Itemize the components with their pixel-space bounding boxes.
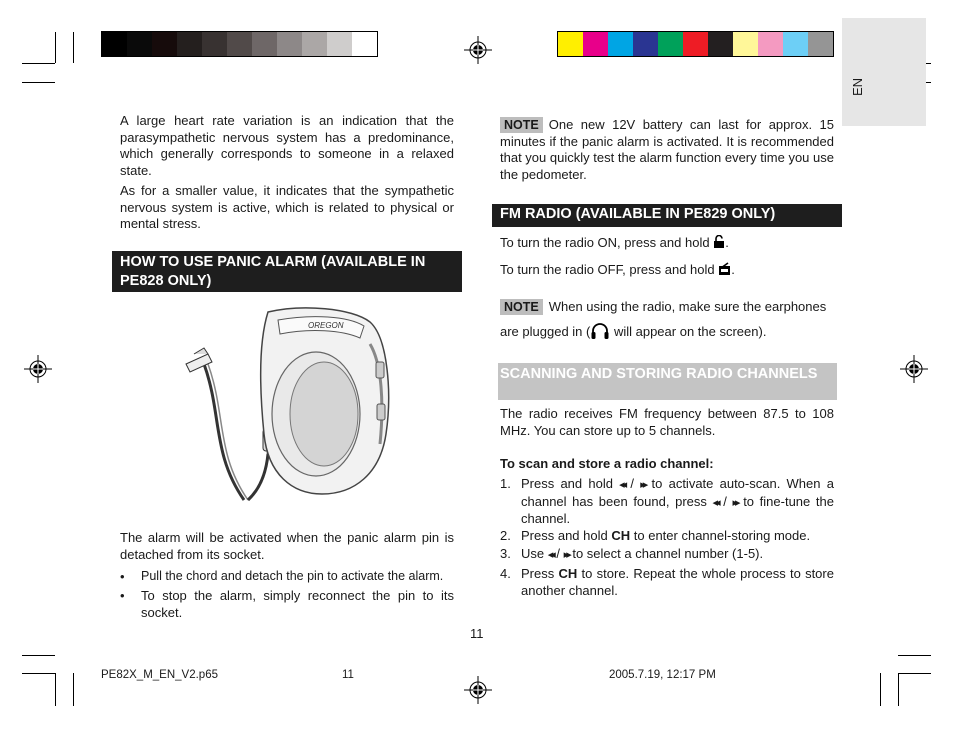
scan-subheading: To scan and store a radio channel: bbox=[500, 456, 714, 471]
note-battery-text: One new 12V battery can last for approx. 15 minutes if the panic alarm is activated. It is recommended that you quickly test the alarm function every time you use the pedometer. bbox=[500, 117, 834, 182]
grayscale-swatch bbox=[127, 32, 152, 56]
step-text-part: to fine-tune the channel. bbox=[521, 493, 834, 526]
note-label: NOTE bbox=[500, 117, 543, 133]
registration-mark-icon bbox=[24, 355, 52, 383]
radio-off-text: To turn the radio OFF, press and hold bbox=[500, 262, 715, 277]
step-text bbox=[521, 476, 834, 528]
note-earphones bbox=[500, 299, 840, 316]
radio-on-text: To turn the radio ON, press and hold bbox=[500, 235, 710, 250]
ch-key: CH bbox=[611, 528, 631, 543]
panic-alarm-heading: HOW TO USE PANIC ALARM (AVAILABLE IN PE828 ONLY) bbox=[112, 251, 462, 292]
grayscale-swatch-bar bbox=[101, 31, 378, 57]
list-item bbox=[120, 568, 454, 586]
fast-forward-icon: ▸▸ bbox=[640, 479, 646, 491]
grayscale-swatch bbox=[277, 32, 302, 56]
list-item bbox=[500, 546, 834, 564]
note-battery bbox=[500, 117, 834, 183]
bullet-text: Pull the chord and detach the pin to activate the alarm. bbox=[141, 569, 444, 583]
grayscale-swatch bbox=[152, 32, 177, 56]
color-swatch bbox=[758, 32, 783, 56]
color-swatch bbox=[558, 32, 583, 56]
lock-icon bbox=[718, 262, 731, 275]
color-swatch bbox=[708, 32, 733, 56]
step-text bbox=[521, 528, 834, 545]
page-number: 11 bbox=[470, 626, 484, 641]
grayscale-swatch bbox=[352, 32, 377, 56]
step-number: 4. bbox=[500, 566, 511, 581]
scanning-heading: SCANNING AND STORING RADIO CHANNELS bbox=[498, 363, 837, 400]
intro-paragraph-1: A large heart rate variation is an indication that the parasympathetic nervous system has a predominance, which generally corresponds to someone in a relaxed state. bbox=[120, 113, 454, 178]
step-text-part: Press and hold bbox=[521, 476, 613, 491]
step-text-part: to activate auto-scan. When a channel has been found, press bbox=[521, 476, 834, 509]
color-swatch bbox=[583, 32, 608, 56]
footer-datetime: 2005.7.19, 12:17 PM bbox=[609, 669, 716, 681]
pedometer-illustration bbox=[182, 304, 394, 508]
color-swatch bbox=[683, 32, 708, 56]
note-earphones-post: will appear on the screen). bbox=[610, 324, 767, 339]
device-brand-label: OREGON bbox=[308, 321, 344, 330]
grayscale-swatch bbox=[177, 32, 202, 56]
intro-paragraph-2: As for a smaller value, it indicates that the sympathetic nervous system is active, which is related to physical or mental stress. bbox=[120, 183, 454, 231]
headphones-icon bbox=[590, 321, 610, 341]
slash: / bbox=[723, 493, 727, 509]
color-swatch bbox=[633, 32, 658, 56]
slash: / bbox=[630, 476, 635, 491]
list-item bbox=[500, 566, 834, 600]
rewind-icon: ◂◂ bbox=[712, 496, 718, 509]
color-swatch bbox=[808, 32, 833, 56]
radio-on-line: To turn the radio ON, press and hold . bbox=[500, 235, 729, 250]
step-number: 3. bbox=[500, 546, 511, 561]
fm-radio-heading: FM RADIO (AVAILABLE IN PE829 ONLY) bbox=[492, 204, 842, 227]
rewind-icon: ◂◂ bbox=[547, 549, 553, 561]
ch-key: CH bbox=[558, 566, 578, 581]
step-number: 2. bbox=[500, 528, 511, 543]
bullet-symbol: • bbox=[120, 588, 125, 603]
color-swatch-bar bbox=[557, 31, 834, 57]
registration-mark-icon bbox=[464, 676, 492, 704]
bullet-symbol: • bbox=[120, 569, 125, 584]
fast-forward-icon: ▸▸ bbox=[732, 496, 738, 509]
language-tab-label: EN bbox=[850, 77, 865, 96]
step-text-part: Use bbox=[521, 546, 545, 561]
note-earphones-continued bbox=[500, 321, 834, 341]
rewind-icon: ◂◂ bbox=[619, 479, 625, 491]
fast-forward-icon: ▸▸ bbox=[563, 549, 569, 561]
note-earphones-pre: are plugged in ( bbox=[500, 324, 591, 339]
slash: / bbox=[556, 546, 561, 561]
list-item bbox=[120, 587, 454, 621]
registration-mark-icon bbox=[900, 355, 928, 383]
step-text-part: Press bbox=[521, 566, 555, 581]
list-item bbox=[500, 476, 834, 526]
grayscale-swatch bbox=[227, 32, 252, 56]
list-item bbox=[500, 528, 834, 546]
color-swatch bbox=[608, 32, 633, 56]
grayscale-swatch bbox=[302, 32, 327, 56]
grayscale-swatch bbox=[252, 32, 277, 56]
step-text-part: to enter channel-storing mode. bbox=[633, 528, 811, 543]
panic-description: The alarm will be activated when the panic alarm pin is detached from its socket. bbox=[120, 530, 454, 562]
color-swatch bbox=[783, 32, 808, 56]
color-swatch bbox=[733, 32, 758, 56]
step-text bbox=[521, 566, 834, 599]
footer-filename: PE82X_M_EN_V2.p65 bbox=[101, 669, 218, 681]
step-text bbox=[521, 546, 834, 564]
footer-page: 11 bbox=[342, 669, 354, 681]
radio-off-line: To turn the radio OFF, press and hold . bbox=[500, 262, 735, 277]
step-text-part: to store. Repeat the whole process to store another channel. bbox=[521, 566, 834, 598]
language-tab bbox=[842, 18, 926, 126]
bullet-text: To stop the alarm, simply reconnect the pin to its socket. bbox=[141, 588, 454, 620]
note-earphones-text: When using the radio, make sure the earphones bbox=[548, 299, 827, 314]
unlock-icon bbox=[713, 235, 725, 248]
note-label: NOTE bbox=[500, 299, 543, 315]
step-text-part: to select a channel number (1-5). bbox=[572, 546, 764, 561]
step-number: 1. bbox=[500, 476, 511, 491]
grayscale-swatch bbox=[202, 32, 227, 56]
grayscale-swatch bbox=[102, 32, 127, 56]
registration-mark-icon bbox=[464, 36, 492, 64]
grayscale-swatch bbox=[327, 32, 352, 56]
scan-intro: The radio receives FM frequency between 87.5 to 108 MHz. You can store up to 5 channels. bbox=[500, 406, 834, 438]
step-text-part: Press and hold bbox=[521, 528, 608, 543]
color-swatch bbox=[658, 32, 683, 56]
